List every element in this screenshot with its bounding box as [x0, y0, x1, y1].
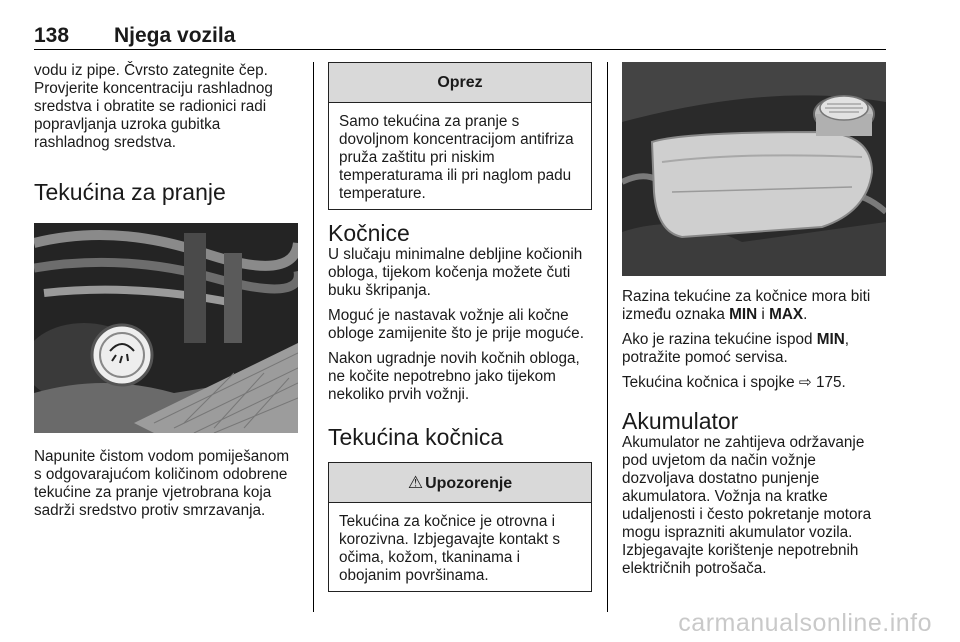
caution-text: Samo tekućina za pranje s dovoljnom koncentracijom antifriza pruža zaštitu pri niskim temperaturama ili pri naglom padu temperature.	[339, 113, 574, 202]
min-label: MIN	[816, 331, 845, 348]
warning-header	[329, 463, 591, 503]
min-label: MIN	[729, 306, 758, 323]
max-label: MAX	[769, 306, 804, 323]
brakes-heading: Kočnice	[328, 220, 410, 246]
page-reference-link[interactable]: 175.	[815, 374, 846, 391]
column-divider	[607, 62, 608, 612]
column-left	[34, 62, 300, 520]
warning-box	[328, 462, 592, 592]
brake-fluid-reservoir-photo	[622, 62, 886, 276]
battery-text: Akumulator ne zahtijeva održavanje pod uvjetom da način vožnje dozvoljava dostatno punjenje akumulatora. Vožnja na kratke udaljenosti i često pokretanje motora mogu isprazniti akumulator vozila. Izbjegavajte korištenje nepotrebnih električnih potrošača.	[622, 434, 872, 577]
battery-heading: Akumulator	[622, 408, 739, 434]
watermark: carmanualsonline.info	[678, 609, 932, 637]
page-title: Njega vozila	[114, 24, 236, 47]
page-header	[34, 20, 886, 50]
warning-text: Tekućina za kočnice je otrovna i korozivna. Izbjegavajte kontakt s očima, kožom, tkaninama i obojanim površinama.	[339, 513, 561, 584]
brake-fluid-heading: Tekućina kočnica	[328, 424, 504, 450]
brakes-paragraph: Moguć je nastavak vožnje ali kočne obloge zamijenite što je prije moguće.	[328, 307, 584, 342]
coolant-continuation-text: vodu iz pipe. Čvrsto zategnite čep. Provjerite koncentraciju rashladnog sredstva i obratite se radionici radi popravljanja uzroka gubitka rashladnog sredstva.	[34, 62, 273, 151]
column-middle	[328, 62, 592, 592]
warning-title: Upozorenje	[425, 475, 513, 492]
column-right	[622, 62, 886, 578]
caution-box	[328, 62, 592, 210]
washer-fluid-heading: Tekućina za pranje	[34, 179, 226, 205]
brake-fluid-level-text: Razina tekućine za kočnice mora biti između oznaka MIN i MAX.	[622, 288, 871, 323]
brakes-paragraph: U slučaju minimalne debljine kočionih obloga, tijekom kočenja možete čuti buku škripanja.	[328, 246, 583, 299]
page-reference-arrow-icon: ⇨	[798, 374, 812, 391]
page-number: 138	[34, 24, 70, 47]
below-min-text: Ako je razina tekućine ispod MIN, potražite pomoć servisa.	[622, 331, 850, 366]
washer-fluid-caption: Napunite čistom vodom pomiješanom s odgovarajućom količinom odobrene tekućine za pranje vjetrobrana koja sadrži sredstvo protiv smrzavanja.	[34, 448, 290, 519]
clutch-fluid-text: Tekućina kočnica i spojke ⇨ 175.	[622, 374, 846, 391]
washer-reservoir-photo	[34, 223, 298, 433]
warning-triangle-icon: ⚠	[407, 473, 424, 492]
brakes-paragraph: Nakon ugradnje novih kočnih obloga, ne kočite nepotrebno jako tijekom nekoliko prvih vožnji.	[328, 350, 580, 403]
column-divider	[313, 62, 314, 612]
caution-title: Oprez	[329, 63, 591, 103]
